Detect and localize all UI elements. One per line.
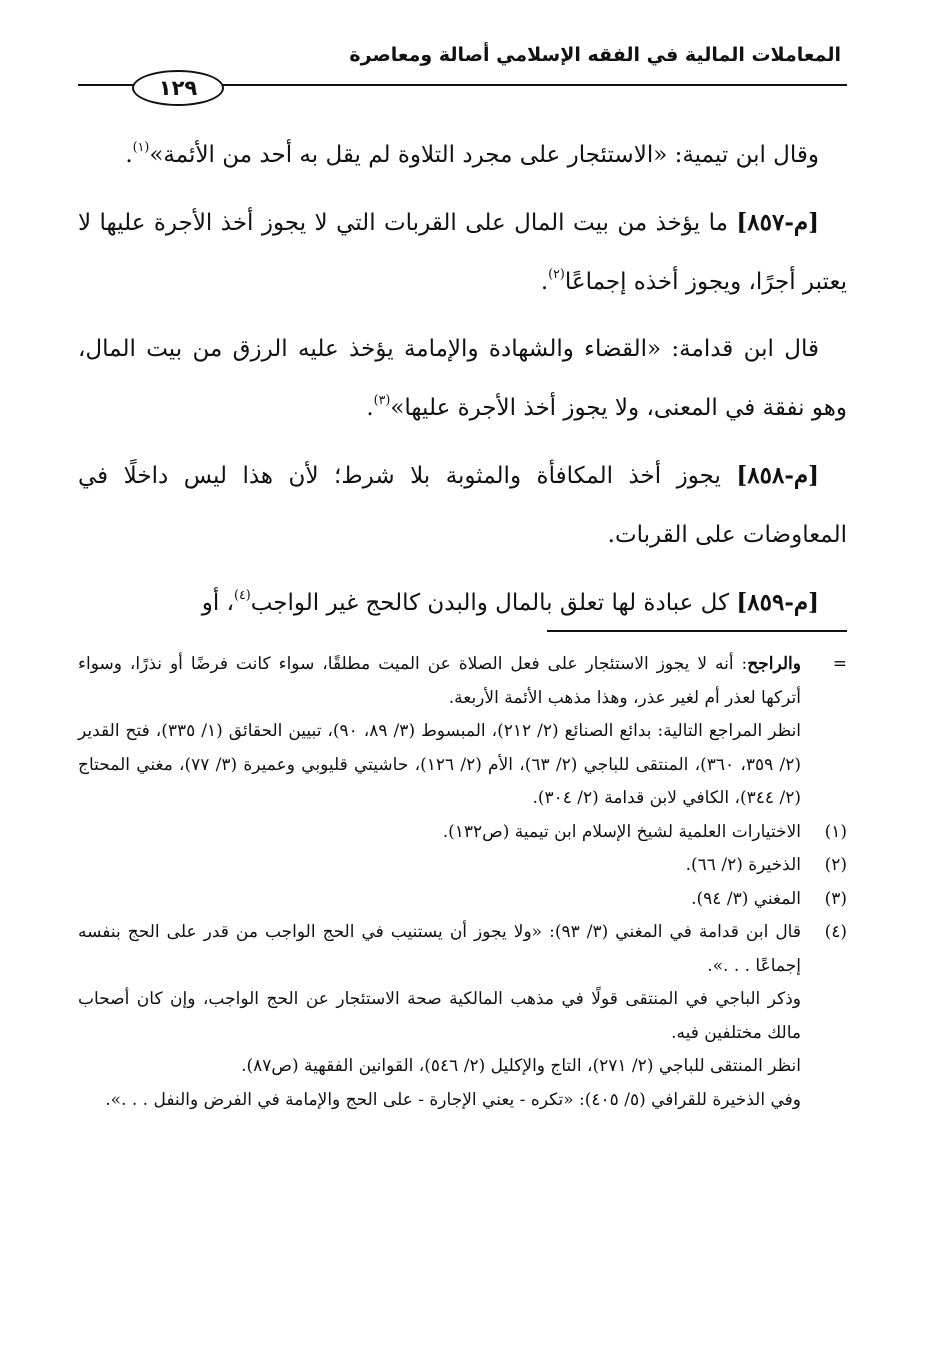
footnote-ref-2: (٢) <box>548 266 565 282</box>
paragraph-1-end: . <box>125 142 133 168</box>
running-header-title: المعاملات المالية في الفقه الإسلامي أصالة ومعاصرة <box>349 44 841 66</box>
continuation-lead: والراجح <box>747 654 801 674</box>
paragraph-858-text: يجوز أخذ المكافأة والمثوبة بلا شرط؛ لأن هذا ليس داخلًا في المعاوضات على القربات. <box>78 463 847 548</box>
issue-label-858: [م-٨٥٨] <box>736 462 819 489</box>
footnote-4-para-3: انظر المنتقى للباجي (٢/ ٢٧١)، التاج والإكليل (٢/ ٥٤٦)، القوانين الفقهية (ص٨٧). <box>241 1056 801 1076</box>
footnote-1-mark: (١) <box>824 821 847 842</box>
footnote-4-para-4: وفي الذخيرة للقرافي (٥/ ٤٠٥): «تكره - يعني الإجارة - على الحج والإمامة في الفرض والنفل . . .». <box>105 1089 801 1110</box>
continuation-refs: انظر المراجع التالية: بدائع الصنائع (٢/ ٢١٢)، المبسوط (٣/ ٨٩، ٩٠)، تبيين الحقائق (١/ ٣٣٥)، فتح القدير (٢/ ٣٥٩، ٣٦٠)، المنتقى للباجي (٢/ ٦٣)، الأم (٢/ ١٢٦)، حاشيتي قليوبي وعميرة (٣/ ٧٧)، مغني المحتاج (٢/ ٣٤٤)، الكافي لابن قدامة (٢/ ٣٠٤). <box>78 721 802 808</box>
page-number: ١٢٩ <box>132 70 224 106</box>
paragraph-859-end: ، أو <box>201 590 235 616</box>
main-text <box>78 126 847 641</box>
paragraph-1-text: وقال ابن تيمية: «الاستئجار على مجرد التلاوة لم يقل به أحد من الأئمة» <box>149 142 819 168</box>
footnote-continuation <box>78 648 847 816</box>
footnote-1 <box>78 816 847 850</box>
footnote-4 <box>78 916 847 983</box>
footnote-2 <box>78 849 847 883</box>
footnote-separator <box>547 630 847 632</box>
footnote-4-mark: (٤) <box>824 922 847 942</box>
continuation-text <box>78 648 801 715</box>
paragraph-ibn-qudama <box>78 320 847 438</box>
paragraph-1 <box>78 126 847 185</box>
footnote-2-text: الذخيرة (٢/ ٦٦). <box>685 855 801 875</box>
footnote-3 <box>78 883 847 917</box>
continuation-mark: = <box>832 654 847 674</box>
paragraph-857 <box>78 193 847 312</box>
footnote-ref-1: (١) <box>132 139 150 155</box>
paragraph-857-text: ما يؤخذ من بيت المال على القربات التي لا يجوز أخذ الأجرة عليها لا يعتبر أجرًا، ويجوز أخذه إجماعًا <box>78 210 847 295</box>
footnotes <box>78 648 847 1117</box>
paragraph-859-text: كل عبادة لها تعلق بالمال والبدن كالحج غير الواجب <box>250 590 737 616</box>
continuation-body: : أنه لا يجوز الاستئجار على فعل الصلاة عن الميت مطلقًا، سواء كانت فرضًا أو نذرًا، وسواء أتركها لعذر أم لغير عذر، وهذا مذهب الأئمة الأربعة. <box>78 654 801 708</box>
paragraph-ibn-qudama-end: . <box>366 395 374 421</box>
paragraph-859 <box>78 573 847 633</box>
paragraph-857-end: . <box>540 269 549 295</box>
footnote-1-text: الاختيارات العلمية لشيخ الإسلام ابن تيمية (ص١٣٢). <box>442 821 801 842</box>
footnote-ref-3: (٣) <box>373 392 391 408</box>
issue-label-859: [م-٨٥٩] <box>736 589 819 616</box>
footnote-2-mark: (٢) <box>824 855 847 875</box>
paragraph-ibn-qudama-text: قال ابن قدامة: «القضاء والشهادة والإمامة يؤخذ عليه الرزق من بيت المال، وهو نفقة في المعنى، ولا يجوز أخذ الأجرة عليها» <box>78 336 847 421</box>
footnote-4-para-2: وذكر الباجي في المنتقى قولًا في مذهب المالكية صحة الاستئجار عن الحج الواجب، وإن كان أصحاب مالك مختلفين فيه. <box>78 989 801 1043</box>
issue-label-857: [م-٨٥٧] <box>736 209 819 236</box>
footnote-4-text: قال ابن قدامة في المغني (٣/ ٩٣): «ولا يجوز أن يستنيب في الحج الواجب من قدر على الحج بنفسه إجماعًا . . .». <box>78 922 801 976</box>
footnote-ref-4: (٤) <box>234 587 251 603</box>
footnote-3-mark: (٣) <box>824 888 847 909</box>
paragraph-858 <box>78 446 847 565</box>
footnote-3-text: المغني (٣/ ٩٤). <box>691 888 801 909</box>
